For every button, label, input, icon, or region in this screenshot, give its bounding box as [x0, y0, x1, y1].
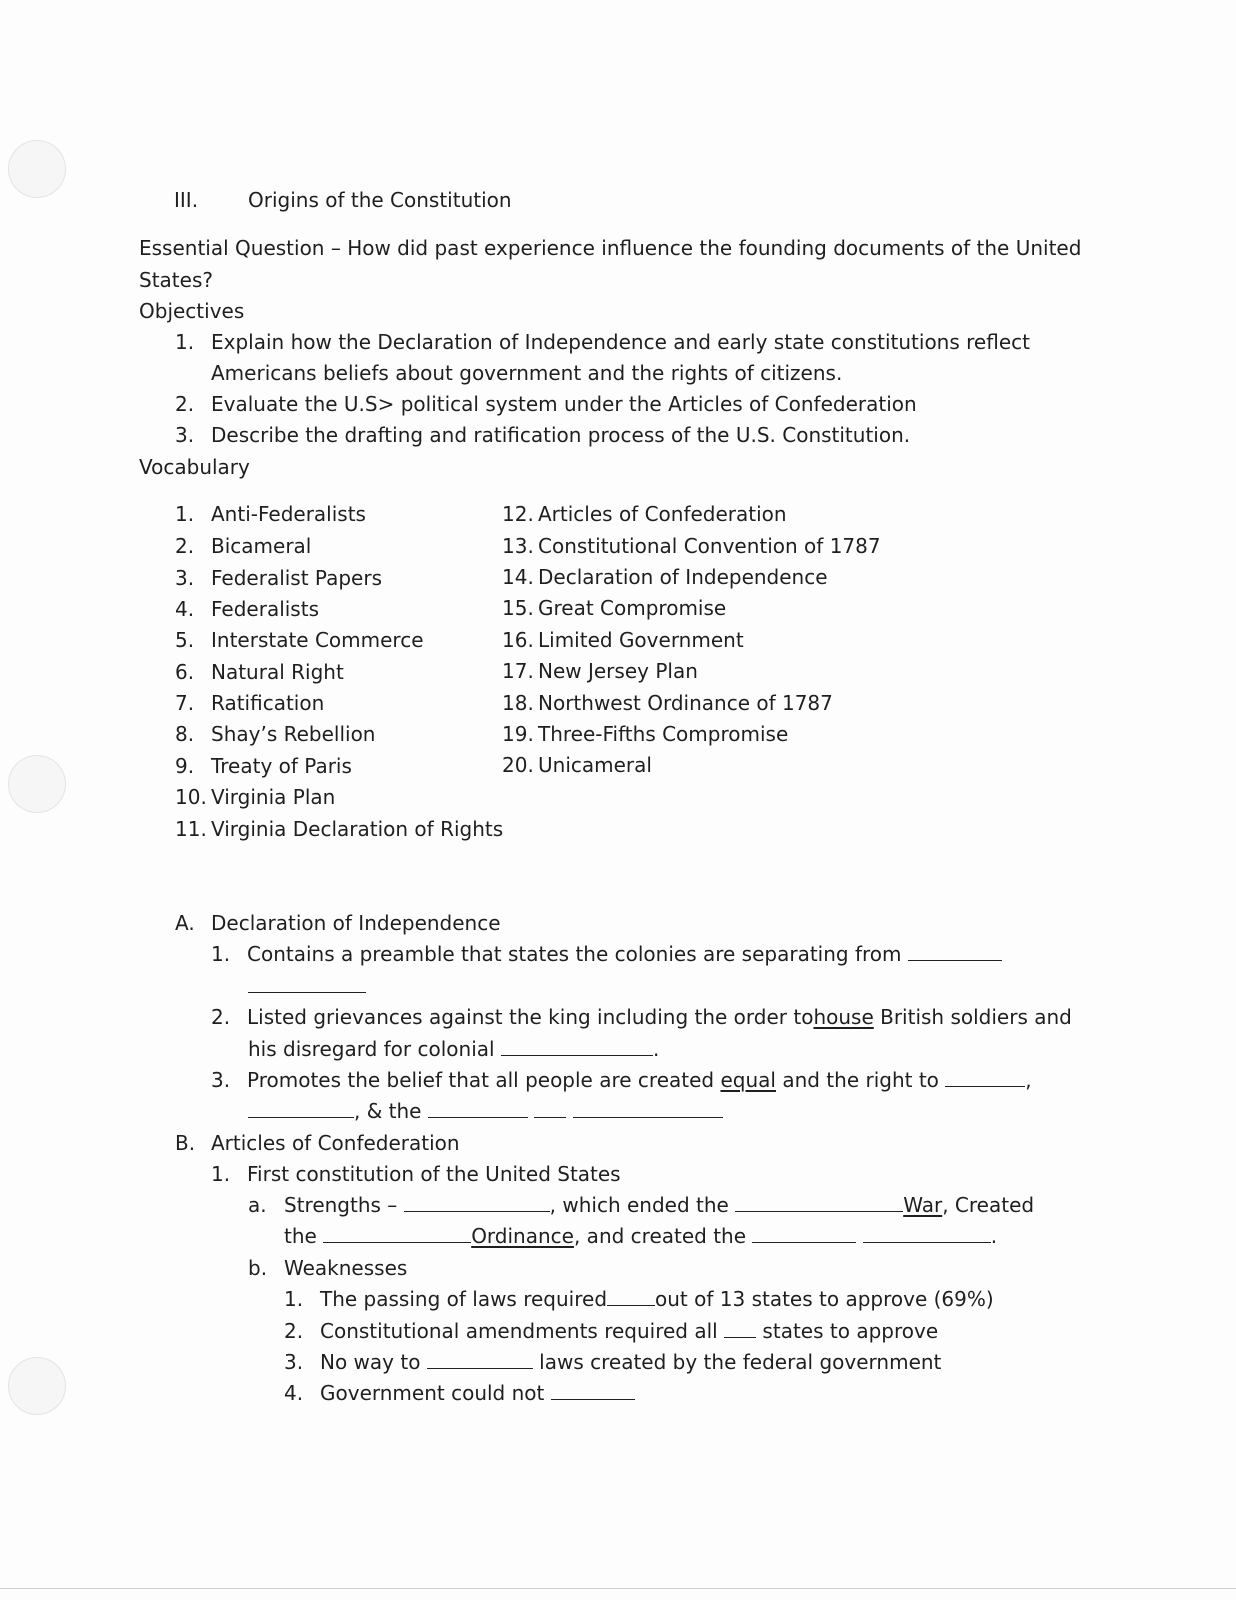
vocab-number: 6.	[175, 660, 195, 684]
item-text: and the right to	[775, 1068, 939, 1092]
vocab-term: Three-Fifths Compromise	[538, 722, 789, 746]
vocab-number: 9.	[175, 754, 195, 778]
vocab-item	[502, 565, 828, 589]
item-text: .	[990, 1224, 998, 1248]
section-numeral: III.	[174, 188, 199, 212]
objective-number: 2.	[175, 392, 195, 416]
strengths-line	[248, 1193, 1034, 1217]
outline-a-item-2	[211, 1005, 1072, 1029]
vocab-number: 18.	[502, 691, 534, 715]
item-text: ,	[1025, 1068, 1032, 1092]
vocab-term: Shay’s Rebellion	[211, 722, 376, 746]
strengths-line-continued	[284, 1224, 997, 1248]
vocab-item	[502, 753, 652, 777]
fill-in-blank[interactable]	[724, 1319, 756, 1338]
outline-a-item-1	[211, 942, 1002, 966]
item-text: No way to	[320, 1350, 421, 1374]
underlined-answer: Ordinance	[471, 1224, 574, 1248]
vocab-term: Virginia Plan	[211, 785, 336, 809]
vocab-term: Limited Government	[538, 628, 744, 652]
fill-in-blank[interactable]	[752, 1224, 856, 1243]
item-text: Contains a preamble that states the colonies are separating from	[247, 942, 902, 966]
vocab-item	[502, 722, 788, 746]
fill-in-blank[interactable]	[428, 1099, 528, 1118]
item-text: .	[652, 1037, 660, 1061]
vocab-term: Articles of Confederation	[538, 502, 787, 526]
fill-in-blank[interactable]	[323, 1224, 471, 1243]
vocab-term: Anti-Federalists	[211, 502, 366, 526]
vocab-number: 8.	[175, 722, 195, 746]
vocab-item	[502, 534, 881, 558]
vocab-term: New Jersey Plan	[538, 659, 698, 683]
outline-letter: A.	[175, 911, 195, 935]
item-text: Promotes the belief that all people are created	[247, 1068, 721, 1092]
item-number: 1.	[284, 1287, 304, 1311]
objective-text: Explain how the Declaration of Independence and early state constitutions reflect	[211, 330, 1030, 354]
item-number: 1.	[211, 942, 231, 966]
fill-in-blank[interactable]	[248, 974, 366, 993]
vocab-number: 2.	[175, 534, 195, 558]
outline-a-item-3-continued	[248, 1099, 723, 1123]
vocab-number: 17.	[502, 659, 534, 683]
vocab-number: 4.	[175, 597, 195, 621]
item-text: Listed grievances against the king including the order to	[247, 1005, 814, 1029]
item-number: 4.	[284, 1381, 304, 1405]
vocab-item	[175, 722, 375, 746]
item-text: The passing of laws required	[320, 1287, 608, 1311]
item-text: his disregard for colonial	[248, 1037, 495, 1061]
essential-question-line2: States?	[139, 268, 213, 292]
outline-b-item-1	[211, 1162, 621, 1186]
objective-item	[175, 423, 910, 447]
fill-in-blank[interactable]	[248, 1099, 354, 1118]
item-text: Constitutional amendments required all	[320, 1319, 718, 1343]
underlined-answer: War	[903, 1193, 943, 1217]
vocab-item	[175, 534, 311, 558]
vocab-term: Constitutional Convention of 1787	[538, 534, 881, 558]
vocab-item	[175, 628, 424, 652]
binder-hole-top	[8, 140, 66, 198]
vocab-term: Declaration of Independence	[538, 565, 828, 589]
item-text: states to approve	[756, 1319, 939, 1343]
vocab-item	[502, 628, 744, 652]
vocab-number: 10.	[175, 785, 207, 809]
weakness-item	[284, 1319, 938, 1343]
vocab-item	[175, 691, 324, 715]
vocab-term: Virginia Declaration of Rights	[211, 817, 504, 841]
objective-number: 1.	[175, 330, 195, 354]
item-number: 2.	[284, 1319, 304, 1343]
vocab-number: 14.	[502, 565, 534, 589]
objective-text: Describe the drafting and ratification process of the U.S. Constitution.	[211, 423, 911, 447]
objectives-heading: Objectives	[139, 299, 245, 323]
vocab-number: 5.	[175, 628, 195, 652]
item-text: , and created the	[573, 1224, 747, 1248]
vocab-term: Bicameral	[211, 534, 312, 558]
weakness-item	[284, 1287, 994, 1311]
fill-in-blank[interactable]	[404, 1193, 550, 1212]
underlined-answer: equal	[720, 1068, 776, 1092]
objective-item	[175, 330, 1030, 354]
fill-in-blank[interactable]	[945, 1068, 1025, 1087]
item-text: the	[284, 1224, 317, 1248]
vocab-term: Interstate Commerce	[211, 628, 424, 652]
weakness-item	[284, 1350, 941, 1374]
vocab-number: 15.	[502, 596, 534, 620]
outline-a-item-2-continued	[248, 1037, 659, 1061]
fill-in-blank[interactable]	[534, 1099, 566, 1118]
item-text: Weaknesses	[284, 1256, 408, 1280]
fill-in-blank[interactable]	[735, 1193, 903, 1212]
outline-a-item-3	[211, 1068, 1032, 1092]
outline-a-heading	[175, 911, 501, 935]
item-text: laws created by the federal government	[532, 1350, 942, 1374]
item-number: 1.	[211, 1162, 231, 1186]
objective-text: Evaluate the U.S> political system under the Articles of Confederation	[211, 392, 917, 416]
item-text: , which ended the	[549, 1193, 729, 1217]
sub-letter: a.	[248, 1193, 267, 1217]
vocab-number: 16.	[502, 628, 534, 652]
vocab-term: Federalists	[211, 597, 319, 621]
item-text: British soldiers and	[873, 1005, 1072, 1029]
item-number: 3.	[284, 1350, 304, 1374]
objective-number: 3.	[175, 423, 195, 447]
item-text: , Created	[942, 1193, 1035, 1217]
vocab-term: Treaty of Paris	[211, 754, 352, 778]
vocab-number: 12.	[502, 502, 534, 526]
vocab-term: Natural Right	[211, 660, 344, 684]
vocab-number: 7.	[175, 691, 195, 715]
weakness-item	[284, 1381, 635, 1405]
vocab-item	[502, 502, 787, 526]
vocab-item	[175, 785, 335, 809]
item-text: First constitution of the United States	[247, 1162, 621, 1186]
vocab-item	[175, 754, 352, 778]
sub-letter: b.	[248, 1256, 268, 1280]
vocab-term: Northwest Ordinance of 1787	[538, 691, 833, 715]
vocab-item	[175, 566, 382, 590]
objective-item	[175, 392, 917, 416]
objective-item-continued: Americans beliefs about government and the rights of citizens.	[211, 361, 843, 385]
vocab-item	[175, 660, 344, 684]
vocab-term: Federalist Papers	[211, 566, 382, 590]
fill-in-blank[interactable]	[551, 1381, 635, 1400]
weaknesses-heading	[248, 1256, 407, 1280]
vocab-number: 20.	[502, 753, 534, 777]
fill-in-blank[interactable]	[908, 942, 1002, 961]
vocab-term: Unicameral	[538, 753, 652, 777]
vocab-item	[175, 817, 503, 841]
fill-in-blank[interactable]	[573, 1099, 723, 1118]
vocabulary-heading: Vocabulary	[139, 455, 250, 479]
outline-b-heading	[175, 1131, 460, 1155]
vocab-item	[502, 659, 698, 683]
essential-question-line1: Essential Question – How did past experience influence the founding documents of the United	[139, 236, 1082, 260]
vocab-item	[175, 597, 319, 621]
vocab-item	[502, 691, 833, 715]
binder-hole-middle	[8, 755, 66, 813]
outline-title: Declaration of Independence	[211, 911, 501, 935]
outline-title: Articles of Confederation	[211, 1131, 460, 1155]
fill-in-blank[interactable]	[863, 1224, 991, 1243]
section-title: Origins of the Constitution	[248, 188, 512, 212]
vocab-term: Ratification	[211, 691, 325, 715]
item-number: 3.	[211, 1068, 231, 1092]
outline-letter: B.	[175, 1131, 196, 1155]
vocab-number: 11.	[175, 817, 207, 841]
item-text: out of 13 states to approve (69%)	[655, 1287, 994, 1311]
outline-a-item-1-continued	[248, 974, 366, 998]
vocab-number: 3.	[175, 566, 195, 590]
vocab-item	[502, 596, 726, 620]
scan-edge-line	[0, 1588, 1236, 1589]
item-text: , & the	[354, 1099, 422, 1123]
binder-hole-bottom	[8, 1357, 66, 1415]
fill-in-blank[interactable]	[427, 1350, 533, 1369]
fill-in-blank[interactable]	[607, 1287, 655, 1306]
underlined-answer: house	[813, 1005, 874, 1029]
vocab-number: 1.	[175, 502, 195, 526]
fill-in-blank[interactable]	[501, 1037, 653, 1056]
vocab-number: 13.	[502, 534, 534, 558]
vocab-term: Great Compromise	[538, 596, 727, 620]
item-text: Government could not	[320, 1381, 545, 1405]
item-text: Strengths –	[284, 1193, 398, 1217]
item-number: 2.	[211, 1005, 231, 1029]
vocab-item	[175, 502, 366, 526]
vocab-number: 19.	[502, 722, 534, 746]
